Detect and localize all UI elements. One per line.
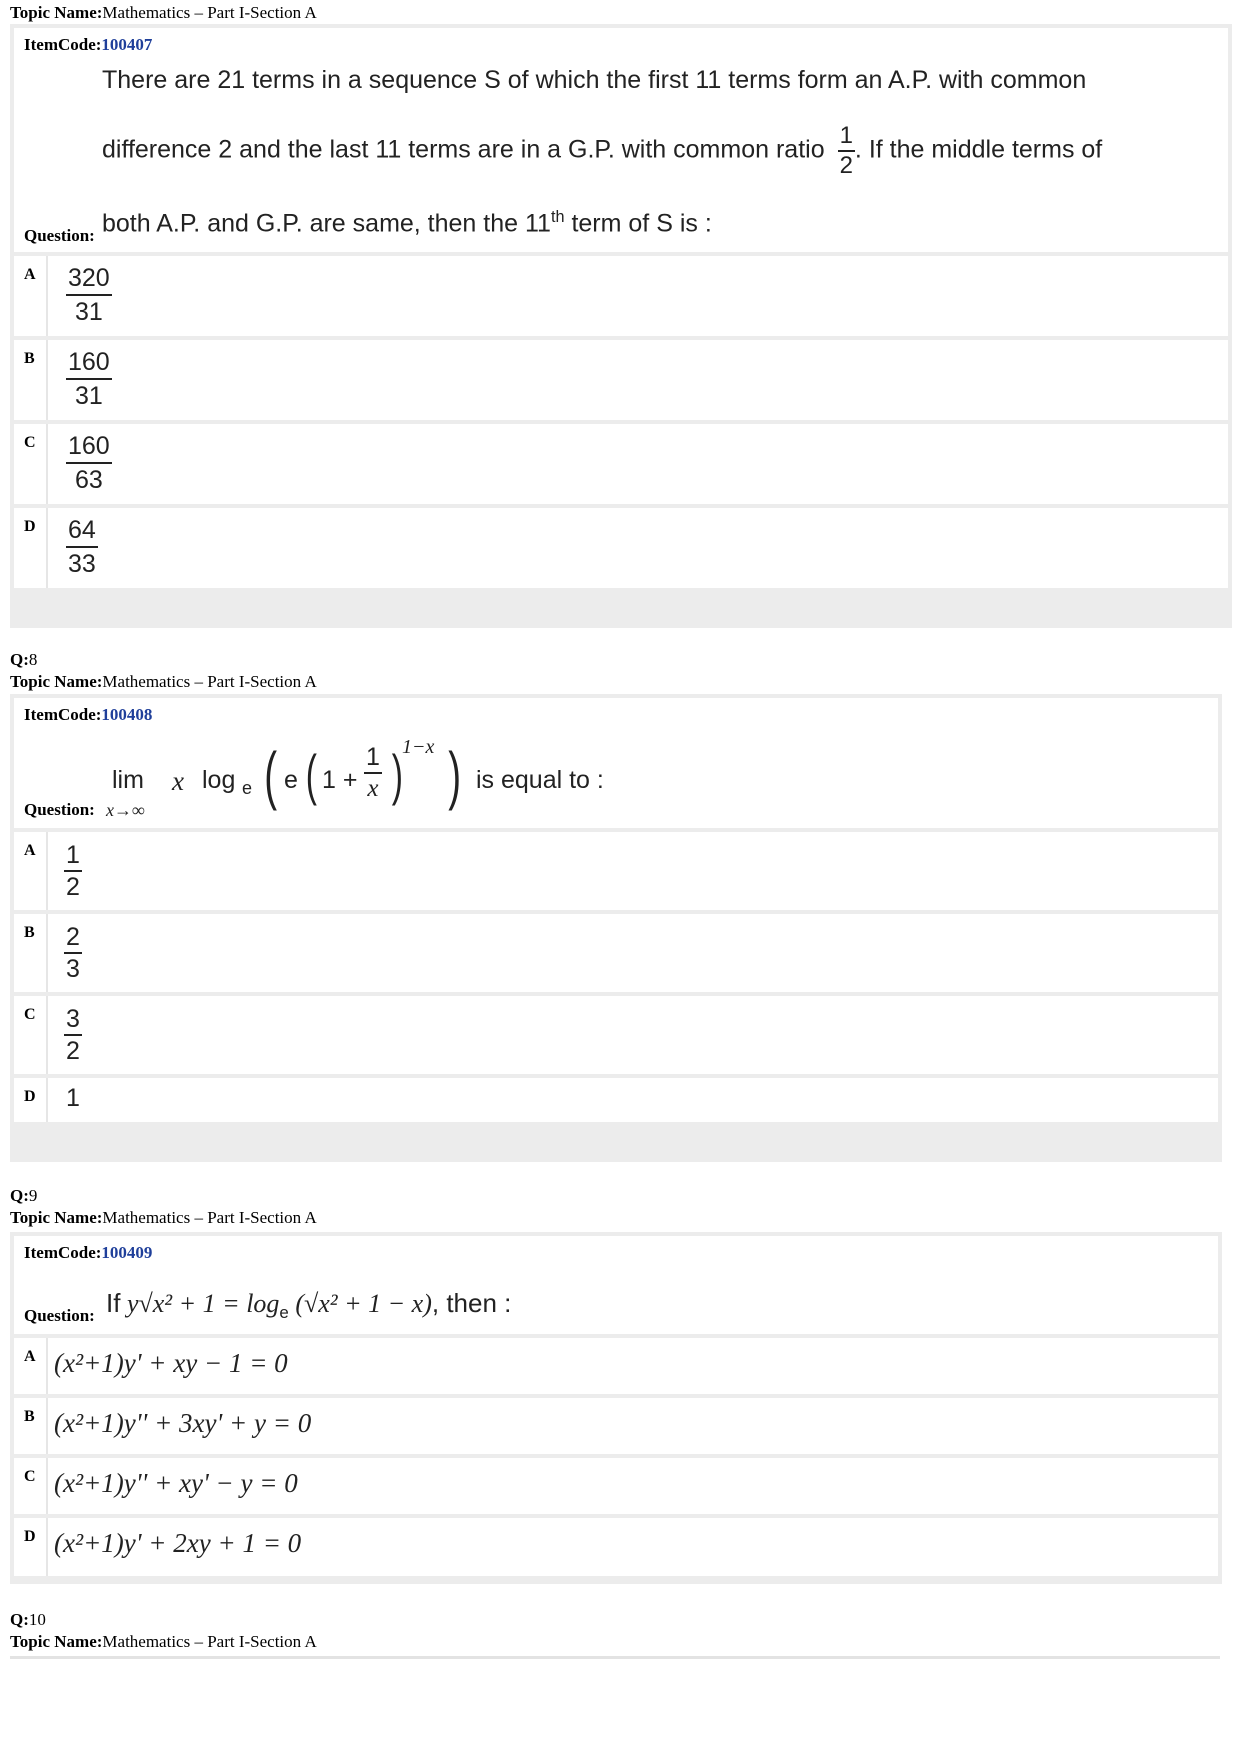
fraction-numerator: 2 bbox=[66, 923, 80, 951]
option-row-c[interactable] bbox=[14, 424, 1228, 504]
q7-line3a-text: both A.P. and G.P. are same, then the 11 bbox=[102, 209, 551, 238]
if-text: If bbox=[106, 1288, 121, 1318]
q7-line1-text: There are 21 terms in a sequence S of which the first 11 terms form an A.P. with common bbox=[102, 66, 1087, 94]
q8-question-row bbox=[14, 698, 1218, 828]
fraction-numerator: 1 bbox=[366, 743, 380, 771]
lhs-text: y√x² + 1 = log bbox=[126, 1289, 280, 1318]
q7-item-code-value: 100407 bbox=[101, 35, 153, 54]
is-equal-text: is equal to : bbox=[476, 766, 604, 794]
fraction-denominator: 63 bbox=[66, 462, 112, 496]
fraction-numerator: 160 bbox=[68, 348, 110, 376]
option-letter: C bbox=[24, 1468, 36, 1485]
q10-topic-line bbox=[10, 1632, 317, 1652]
q8-item-code bbox=[24, 705, 152, 725]
log-text: log bbox=[202, 766, 236, 794]
option-row-a[interactable] bbox=[14, 256, 1228, 336]
outer-paren-left: ( bbox=[264, 739, 278, 811]
var-x: x bbox=[172, 766, 184, 796]
option-cell bbox=[46, 1338, 48, 1394]
option-cell bbox=[46, 508, 48, 588]
inner-fraction bbox=[364, 742, 382, 804]
q7-superscript: th bbox=[550, 208, 565, 226]
q10-number-value: 10 bbox=[28, 1610, 46, 1629]
fraction-denominator: 2 bbox=[64, 870, 82, 902]
option-row-a[interactable] bbox=[14, 832, 1218, 910]
option-fraction bbox=[64, 922, 82, 984]
q9-question-row bbox=[14, 1236, 1218, 1334]
option-letter: D bbox=[24, 518, 36, 535]
q9-item-code bbox=[24, 1243, 152, 1263]
log-subscript: e bbox=[279, 1303, 289, 1323]
inner-paren-right: ) bbox=[391, 743, 403, 806]
q7-ratio-fraction bbox=[838, 122, 855, 180]
fraction-numerator: 1 bbox=[66, 841, 80, 869]
option-cell bbox=[46, 1518, 48, 1576]
q7-card bbox=[10, 24, 1232, 628]
option-fraction bbox=[64, 840, 82, 902]
option-cell bbox=[46, 340, 48, 420]
fraction-numerator: 1 bbox=[839, 122, 853, 149]
fraction-numerator: 64 bbox=[68, 516, 96, 544]
fraction-denominator: 33 bbox=[66, 546, 98, 580]
fraction-denominator: 31 bbox=[66, 294, 112, 328]
q9-card bbox=[10, 1232, 1222, 1584]
inner-paren-left: ( bbox=[305, 743, 317, 806]
topic-label: Topic Name: bbox=[10, 672, 103, 691]
option-fraction bbox=[66, 514, 98, 580]
q8-topic-line bbox=[10, 672, 317, 692]
fraction-numerator: 3 bbox=[66, 1005, 80, 1033]
q7-topic: Mathematics – Part I-Section A bbox=[102, 3, 317, 22]
q7-line3b-text: term of S is : bbox=[564, 209, 712, 238]
option-letter: D bbox=[24, 1088, 36, 1105]
option-letter: B bbox=[24, 350, 35, 367]
q7-line2b-text: . If the middle terms of bbox=[854, 135, 1103, 164]
fraction-denominator: x bbox=[364, 772, 382, 804]
rhs-text: (√x² + 1 − x) bbox=[295, 1289, 432, 1318]
option-letter: D bbox=[24, 1528, 36, 1545]
q7-line-2 bbox=[102, 122, 1102, 180]
option-cell bbox=[46, 256, 48, 336]
fraction-denominator: 2 bbox=[839, 152, 853, 179]
q8-number bbox=[10, 650, 37, 670]
option-letter: C bbox=[24, 434, 36, 451]
fraction-numerator: 320 bbox=[68, 264, 110, 292]
option-text: 1 bbox=[66, 1084, 80, 1112]
item-code-label: ItemCode: bbox=[24, 35, 102, 54]
option-expression: (x²+1)y'' + 3xy' + y = 0 bbox=[54, 1408, 312, 1438]
fraction-denominator: 31 bbox=[66, 378, 112, 412]
question-label: Question: bbox=[24, 226, 95, 245]
q9-topic: Mathematics – Part I-Section A bbox=[102, 1208, 317, 1227]
option-row-d[interactable] bbox=[14, 508, 1228, 588]
option-cell bbox=[46, 996, 48, 1074]
item-code-label: ItemCode: bbox=[24, 1243, 102, 1262]
option-cell bbox=[46, 914, 48, 992]
q8-item-code-value: 100408 bbox=[101, 705, 153, 724]
q8-number-value: 8 bbox=[28, 650, 38, 669]
option-letter: C bbox=[24, 1006, 36, 1023]
then-text: , then : bbox=[431, 1288, 512, 1318]
topic-label: Topic Name: bbox=[10, 1632, 103, 1651]
option-fraction bbox=[64, 1004, 82, 1066]
q-prefix: Q: bbox=[10, 650, 29, 669]
option-fraction bbox=[66, 430, 112, 496]
option-cell bbox=[46, 1078, 48, 1122]
question-label: Question: bbox=[24, 800, 95, 819]
option-row-a[interactable] bbox=[14, 1338, 1218, 1394]
topic-label: Topic Name: bbox=[10, 3, 103, 22]
option-cell bbox=[46, 1458, 48, 1514]
q9-topic-line bbox=[10, 1208, 317, 1228]
option-cell bbox=[46, 832, 48, 910]
option-row-d[interactable] bbox=[14, 1518, 1218, 1576]
q7-line2a-text: difference 2 and the last 11 terms are in a G.P. with common ratio bbox=[102, 135, 825, 164]
q7-question-row bbox=[14, 28, 1228, 252]
q7-line-1 bbox=[102, 66, 1086, 95]
q7-item-code bbox=[24, 35, 152, 55]
fraction-denominator: 3 bbox=[64, 952, 82, 984]
option-row-b[interactable] bbox=[14, 1398, 1218, 1454]
option-expression: (x²+1)y' + xy − 1 = 0 bbox=[54, 1348, 288, 1378]
option-letter: A bbox=[24, 842, 36, 859]
topic-label: Topic Name: bbox=[10, 1208, 103, 1227]
q9-item-code-value: 100409 bbox=[101, 1243, 153, 1262]
item-code-label: ItemCode: bbox=[24, 705, 102, 724]
option-cell bbox=[46, 1398, 48, 1454]
option-row-c[interactable] bbox=[14, 996, 1218, 1074]
q8-limit-expression bbox=[104, 736, 704, 820]
lim-subscript: x→∞ bbox=[106, 800, 145, 820]
question-label: Question: bbox=[24, 1306, 95, 1325]
q7-topic-line bbox=[10, 3, 317, 23]
fraction-numerator: 160 bbox=[68, 432, 110, 460]
option-letter: A bbox=[24, 1348, 36, 1365]
option-letter: B bbox=[24, 924, 35, 941]
q7-line-3 bbox=[102, 208, 712, 238]
q-prefix: Q: bbox=[10, 1186, 29, 1205]
option-cell bbox=[46, 424, 48, 504]
option-expression: (x²+1)y' + 2xy + 1 = 0 bbox=[54, 1528, 302, 1558]
power-text: 1−x bbox=[402, 736, 435, 758]
q9-number-value: 9 bbox=[28, 1186, 38, 1205]
e-text: e bbox=[284, 766, 298, 794]
outer-paren-right: ) bbox=[448, 739, 462, 811]
q-prefix: Q: bbox=[10, 1610, 29, 1629]
q10-number bbox=[10, 1610, 46, 1630]
option-row-c[interactable] bbox=[14, 1458, 1218, 1514]
q9-equation bbox=[106, 1288, 511, 1323]
one-plus-text: 1 + bbox=[322, 766, 358, 794]
option-expression: (x²+1)y'' + xy' − y = 0 bbox=[54, 1468, 298, 1498]
option-row-d[interactable] bbox=[14, 1078, 1218, 1122]
q8-topic: Mathematics – Part I-Section A bbox=[102, 672, 317, 691]
option-row-b[interactable] bbox=[14, 340, 1228, 420]
fraction-denominator: 2 bbox=[64, 1034, 82, 1066]
q8-card bbox=[10, 694, 1222, 1162]
option-row-b[interactable] bbox=[14, 914, 1218, 992]
option-letter: A bbox=[24, 266, 36, 283]
option-letter: B bbox=[24, 1408, 35, 1425]
log-subscript: e bbox=[242, 778, 253, 798]
q9-number bbox=[10, 1186, 37, 1206]
option-fraction bbox=[66, 262, 112, 328]
q10-topic: Mathematics – Part I-Section A bbox=[102, 1632, 317, 1651]
lim-text: lim bbox=[112, 766, 144, 794]
q10-card-top-border bbox=[10, 1656, 1220, 1659]
option-fraction bbox=[66, 346, 112, 412]
